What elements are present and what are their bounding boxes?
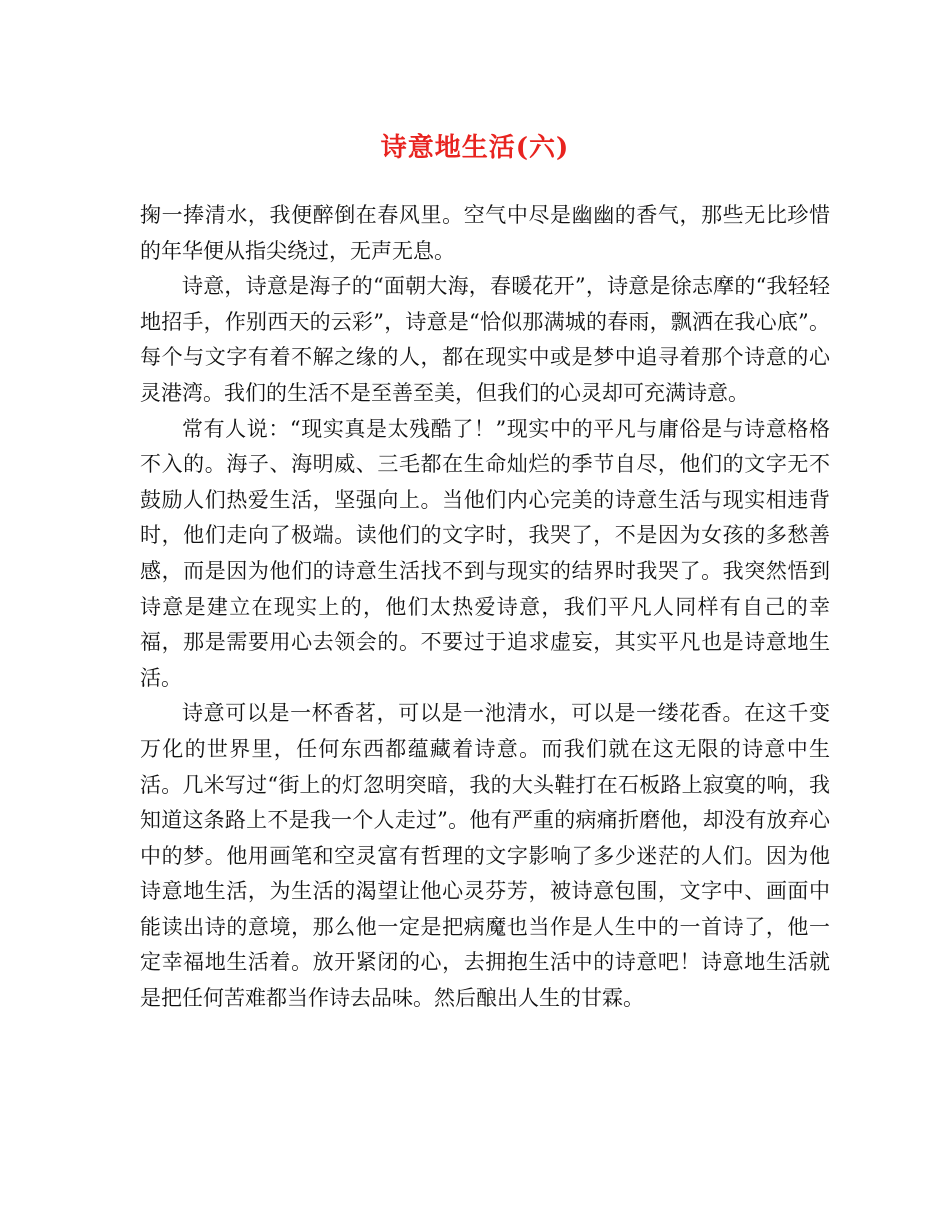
paragraph-3: 常有人说：“现实真是太残酷了！”现实中的平凡与庸俗是与诗意格格不入的。海子、海明威、三毛都在生命灿烂的季节自尽，他们的文字无不鼓励人们热爱生活，坚强向上。当他们内心完美的诗意生活与现实相违背时，他们走向了极端。读他们的文字时，我哭了，不是因为女孩的多愁善感，而是因为他们的诗意生活找不到与现实的结界时我哭了。我突然悟到诗意是建立在现实上的，他们太热爱诗意，我们平凡人同样有自己的幸福，那是需要用心去领会的。不要过于追求虚妄，其实平凡也是诗意地生活。 [140,416,830,690]
paragraph-1: 掬一捧清水，我便醉倒在春风里。空气中尽是幽幽的香气，那些无比珍惜的年华便从指尖绕过，无声无息。 [140,203,830,263]
article-body [140,198,830,1017]
paragraph-2: 诗意，诗意是海子的“面朝大海，春暖花开”，诗意是徐志摩的“我轻轻地招手，作别西天的云彩”，诗意是“恰似那满城的春雨，飘洒在我心底”。每个与文字有着不解之缘的人，都在现实中或是梦中追寻着那个诗意的心灵港湾。我们的生活不是至善至美，但我们的心灵却可充满诗意。 [140,274,830,405]
page-title: 诗意地生活(六) [380,133,570,163]
paragraph-4: 诗意可以是一杯香茗，可以是一池清水，可以是一缕花香。在这千变万化的世界里，任何东西都蕴藏着诗意。而我们就在这无限的诗意中生活。几米写过“街上的灯忽明突暗，我的大头鞋打在石板路上寂寞的响，我知道这条路上不是我一个人走过”。他有严重的病痛折磨他，却没有放弃心中的梦。他用画笔和空灵富有哲理的文字影响了多少迷茫的人们。因为他诗意地生活，为生活的渴望让他心灵芬芳，被诗意包围，文字中、画面中能读出诗的意境，那么他一定是把病魔也当作是人生中的一首诗了，他一定幸福地生活着。放开紧闭的心，去拥抱生活中的诗意吧！诗意地生活就是把任何苦难都当作诗去品味。然后酿出人生的甘霖。 [140,701,830,1011]
